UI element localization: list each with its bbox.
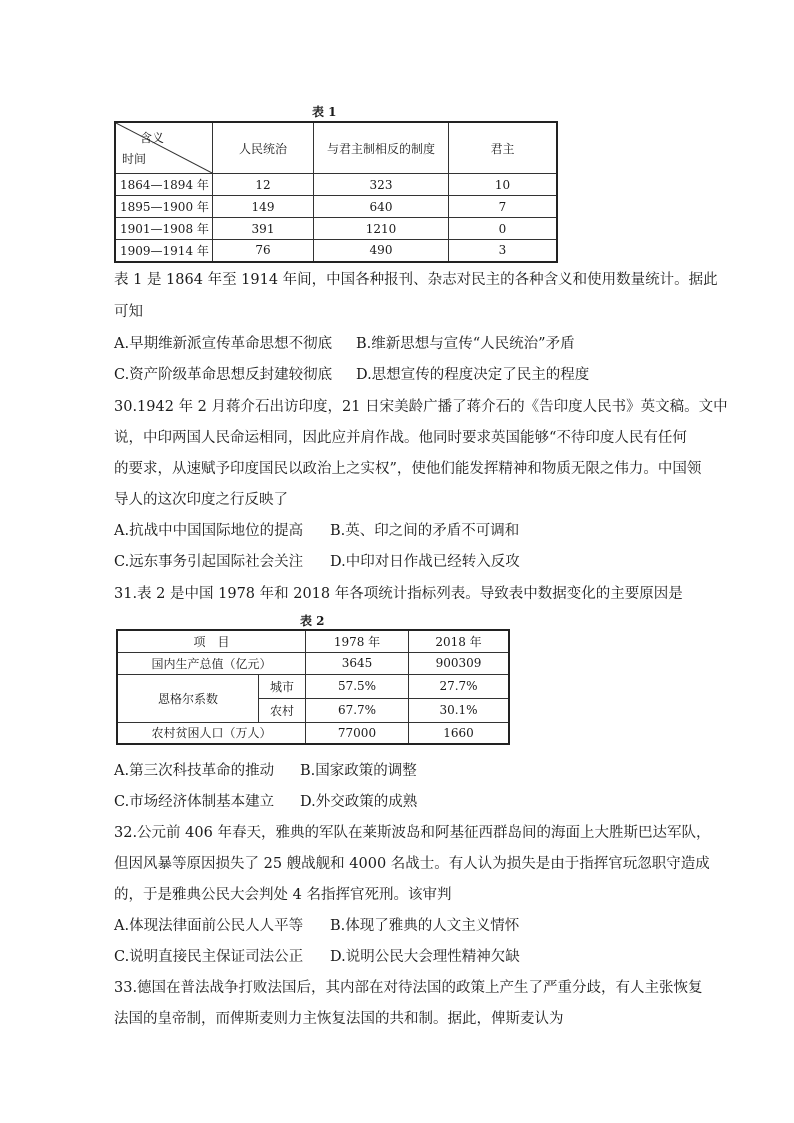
value-cell: 77000 <box>306 722 409 744</box>
period-cell: 1901—1908 年 <box>115 218 213 240</box>
value-cell: 900309 <box>409 652 510 674</box>
value-cell: 490 <box>314 240 449 262</box>
table1-caption: 表 1 <box>312 105 337 119</box>
col-header: 与君主制相反的制度 <box>314 122 449 174</box>
table1-header-row <box>115 122 557 174</box>
table-row <box>115 218 557 240</box>
row-label: 恩格尔系数 <box>117 674 259 722</box>
value-cell: 7 <box>449 196 558 218</box>
period-cell: 1864—1894 年 <box>115 174 213 196</box>
header-meaning: 含义 <box>139 131 164 145</box>
q32-stem-line: 但因风暴等原因损失了 25 艘战舰和 4000 名战士。有人认为损失是由于指挥官玩忽职守造成 <box>114 856 710 872</box>
value-cell: 0 <box>449 218 558 240</box>
table2-caption: 表 2 <box>300 614 325 628</box>
q31-stem: 31.表 2 是中国 1978 年和 2018 年各项统计指标列表。导致表中数据变化的主要原因是 <box>114 586 683 602</box>
table1 <box>114 121 558 263</box>
q32-stem-line: 32.公元前 406 年春天，雅典的军队在莱斯波岛和阿基征西群岛间的海面上大胜斯巴达军队， <box>114 825 711 841</box>
col-header: 2018 年 <box>409 630 510 652</box>
value-cell: 30.1% <box>409 698 510 722</box>
sub-label: 城市 <box>259 674 306 698</box>
value-cell: 10 <box>449 174 558 196</box>
q32-option-b: B.体现了雅典的人文主义情怀 <box>330 918 520 934</box>
q30-stem-line: 导人的这次印度之行反映了 <box>114 492 288 508</box>
value-cell: 391 <box>213 218 314 240</box>
q33-stem-line: 33.德国在普法战争打败法国后，其内部在对待法国的政策上产生了严重分歧，有人主张恢复 <box>114 980 703 996</box>
value-cell: 67.7% <box>306 698 409 722</box>
q30-option-a: A.抗战中中国国际地位的提高 <box>114 523 304 539</box>
period-cell: 1909—1914 年 <box>115 240 213 262</box>
q31-option-c: C.市场经济体制基本建立 <box>114 794 275 810</box>
q29-option-c: C.资产阶级革命思想反封建较彻底 <box>114 367 333 383</box>
period-cell: 1895—1900 年 <box>115 196 213 218</box>
sub-label: 农村 <box>259 698 306 722</box>
value-cell: 1660 <box>409 722 510 744</box>
value-cell: 1210 <box>314 218 449 240</box>
q29-stem-line: 可知 <box>114 304 143 320</box>
header-time: 时间 <box>122 152 147 166</box>
table-row <box>115 240 557 262</box>
q33-stem-line: 法国的皇帝制，而俾斯麦则力主恢复法国的共和制。据此，俾斯麦认为 <box>114 1011 564 1027</box>
value-cell: 27.7% <box>409 674 510 698</box>
table-row <box>117 722 509 744</box>
value-cell: 3 <box>449 240 558 262</box>
table-row <box>117 674 509 698</box>
value-cell: 3645 <box>306 652 409 674</box>
q29-option-d: D.思想宣传的程度决定了民主的程度 <box>356 367 590 383</box>
q30-stem-line: 说，中印两国人民命运相同，因此应并肩作战。他同时要求英国能够“不待印度人民有任何 <box>114 430 687 446</box>
table2 <box>116 629 510 745</box>
table2-header-row <box>117 630 509 652</box>
value-cell: 12 <box>213 174 314 196</box>
q32-stem-line: 的，于是雅典公民大会判处 4 名指挥官死刑。该审判 <box>114 887 452 903</box>
table-row <box>115 196 557 218</box>
q29-option-a: A.早期维新派宣传革命思想不彻底 <box>114 336 333 352</box>
q31-option-b: B.国家政策的调整 <box>300 763 417 779</box>
value-cell: 57.5% <box>306 674 409 698</box>
value-cell: 76 <box>213 240 314 262</box>
col-header: 项 目 <box>117 630 306 652</box>
q32-option-a: A.体现法律面前公民人人平等 <box>114 918 304 934</box>
table-row <box>115 174 557 196</box>
q29-option-b: B.维新思想与宣传“人民统治”矛盾 <box>356 336 575 352</box>
q30-option-d: D.中印对日作战已经转入反攻 <box>330 554 520 570</box>
q30-option-b: B.英、印之间的矛盾不可调和 <box>330 523 520 539</box>
row-label: 农村贫困人口（万人） <box>117 722 306 744</box>
value-cell: 640 <box>314 196 449 218</box>
q32-option-c: C.说明直接民主保证司法公正 <box>114 949 304 965</box>
q31-option-a: A.第三次科技革命的推动 <box>114 763 275 779</box>
table1-diagonal-header <box>115 122 213 174</box>
col-header: 1978 年 <box>306 630 409 652</box>
q32-option-d: D.说明公民大会理性精神欠缺 <box>330 949 520 965</box>
col-header: 人民统治 <box>213 122 314 174</box>
q31-option-d: D.外交政策的成熟 <box>300 794 418 810</box>
value-cell: 149 <box>213 196 314 218</box>
row-label: 国内生产总值（亿元） <box>117 652 306 674</box>
col-header: 君主 <box>449 122 558 174</box>
table-row <box>117 652 509 674</box>
q29-stem-line: 表 1 是 1864 年至 1914 年间，中国各种报刊、杂志对民主的各种含义和使用数量统计。据此 <box>114 272 718 288</box>
q30-stem-line: 30.1942 年 2 月蒋介石出访印度，21 日宋美龄广播了蒋介石的《告印度人民书》英文稿。文中 <box>114 399 728 415</box>
q30-stem-line: 的要求，从速赋予印度国民以政治上之实权”，使他们能发挥精神和物质无限之伟力。中国领 <box>114 461 702 477</box>
value-cell: 323 <box>314 174 449 196</box>
q30-option-c: C.远东事务引起国际社会关注 <box>114 554 304 570</box>
